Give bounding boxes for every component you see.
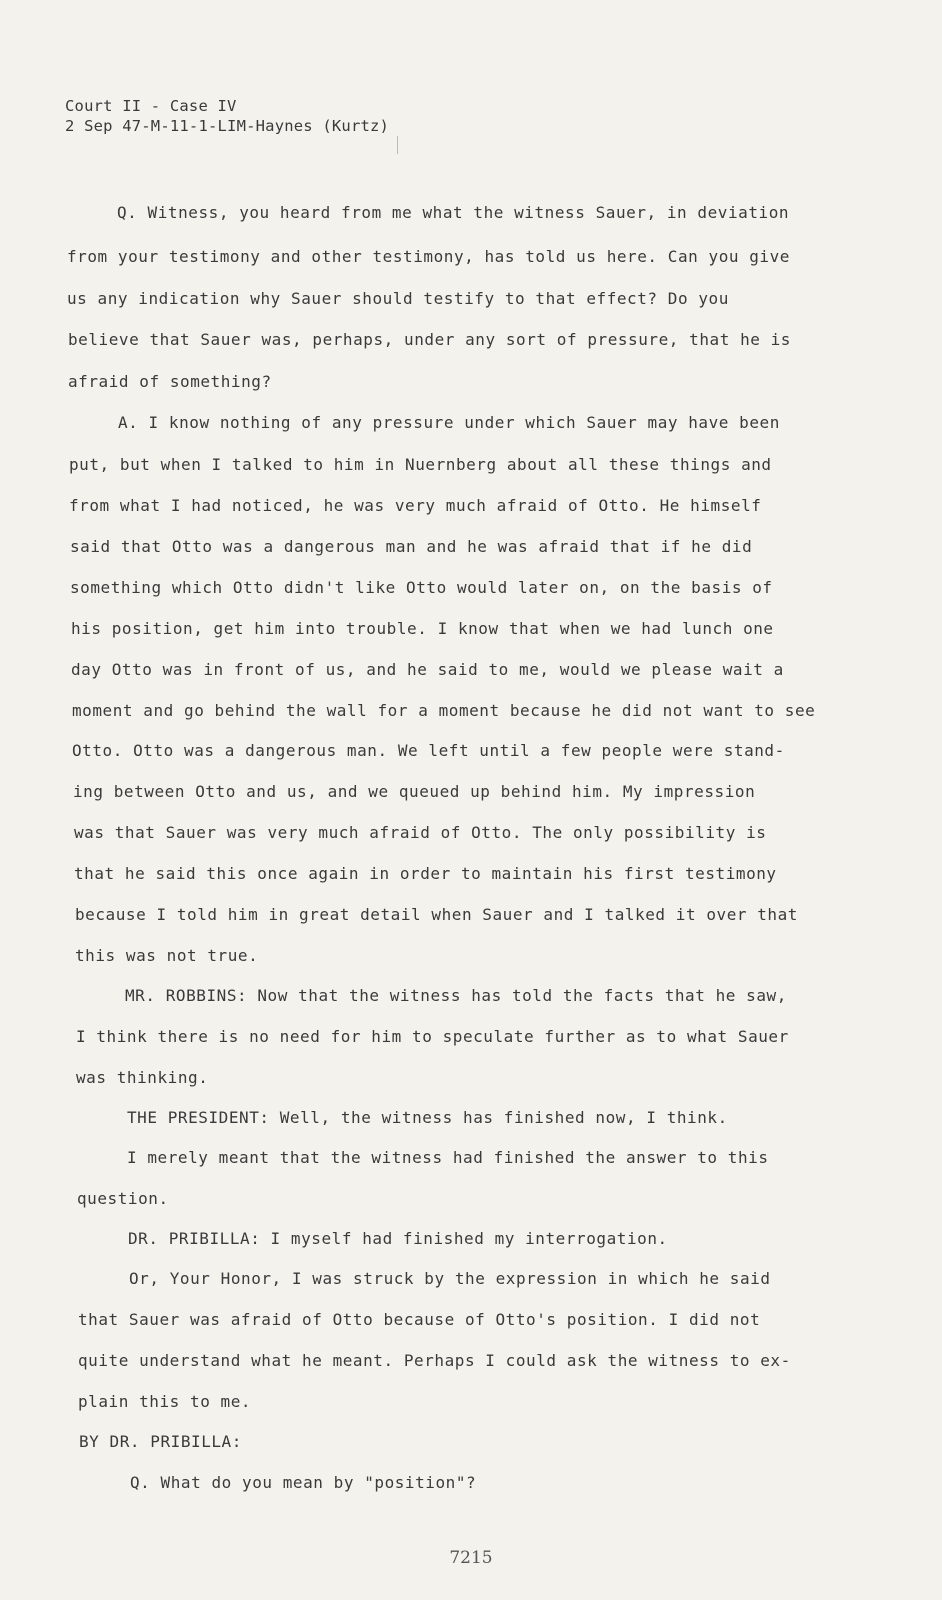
- transcript-line: afraid of something?: [68, 372, 272, 391]
- transcript-line: his position, get him into trouble. I know that when we had lunch one: [71, 619, 774, 638]
- transcript-line: DR. PRIBILLA: I myself had finished my interrogation.: [128, 1229, 668, 1248]
- transcript-line: was that Sauer was very much afraid of Otto. The only possibility is: [74, 823, 767, 842]
- transcript-line: because I told him in great detail when Sauer and I talked it over that: [75, 905, 798, 924]
- transcript-line: question.: [77, 1189, 169, 1208]
- transcript-line: MR. ROBBINS: Now that the witness has told the facts that he saw,: [125, 986, 787, 1005]
- transcript-line: this was not true.: [75, 946, 259, 965]
- transcript-line: something which Otto didn't like Otto would later on, on the basis of: [70, 578, 773, 597]
- transcript-line: ing between Otto and us, and we queued up behind him. My impression: [73, 782, 756, 801]
- page-number: 7215: [449, 1548, 493, 1568]
- case-header: [65, 96, 389, 136]
- transcript-line: us any indication why Sauer should testify to that effect? Do you: [67, 289, 729, 308]
- transcript-line: I merely meant that the witness had finished the answer to this: [127, 1148, 769, 1167]
- header-date-reference: 2 Sep 47-M-11-1-LIM-Haynes (Kurtz): [65, 117, 390, 135]
- transcript-line: from what I had noticed, he was very much afraid of Otto. He himself: [69, 496, 762, 515]
- transcript-line: said that Otto was a dangerous man and he was afraid that if he did: [70, 537, 753, 556]
- transcript-line: BY DR. PRIBILLA:: [79, 1432, 242, 1451]
- transcript-line: day Otto was in front of us, and he said to me, would we please wait a: [71, 660, 784, 679]
- transcript-line: Otto. Otto was a dangerous man. We left until a few people were stand-: [72, 741, 785, 760]
- transcript-line: THE PRESIDENT: Well, the witness has finished now, I think.: [127, 1108, 728, 1127]
- transcript-line: that Sauer was afraid of Otto because of Otto's position. I did not: [78, 1310, 761, 1329]
- header-court-case: Court II - Case IV: [65, 97, 237, 115]
- transcript-line: from your testimony and other testimony, has told us here. Can you give: [67, 247, 790, 266]
- transcript-line: believe that Sauer was, perhaps, under any sort of pressure, that he is: [68, 330, 791, 349]
- transcript-line: Q. Witness, you heard from me what the witness Sauer, in deviation: [117, 203, 790, 222]
- transcript-line: put, but when I talked to him in Nuernberg about all these things and: [69, 455, 772, 474]
- transcript-line: quite understand what he meant. Perhaps I could ask the witness to ex-: [78, 1351, 791, 1370]
- transcript-line: was thinking.: [76, 1068, 209, 1087]
- transcript-line: A. I know nothing of any pressure under which Sauer may have been: [118, 413, 780, 432]
- transcript-line: Or, Your Honor, I was struck by the expression in which he said: [129, 1269, 771, 1288]
- margin-mark: [397, 136, 398, 154]
- transcript-line: plain this to me.: [78, 1392, 252, 1411]
- transcript-line: that he said this once again in order to maintain his first testimony: [74, 864, 777, 883]
- transcript-line: Q. What do you mean by "position"?: [130, 1473, 477, 1492]
- transcript-line: I think there is no need for him to speculate further as to what Sauer: [76, 1027, 789, 1046]
- transcript-line: moment and go behind the wall for a moment because he did not want to see: [72, 701, 816, 720]
